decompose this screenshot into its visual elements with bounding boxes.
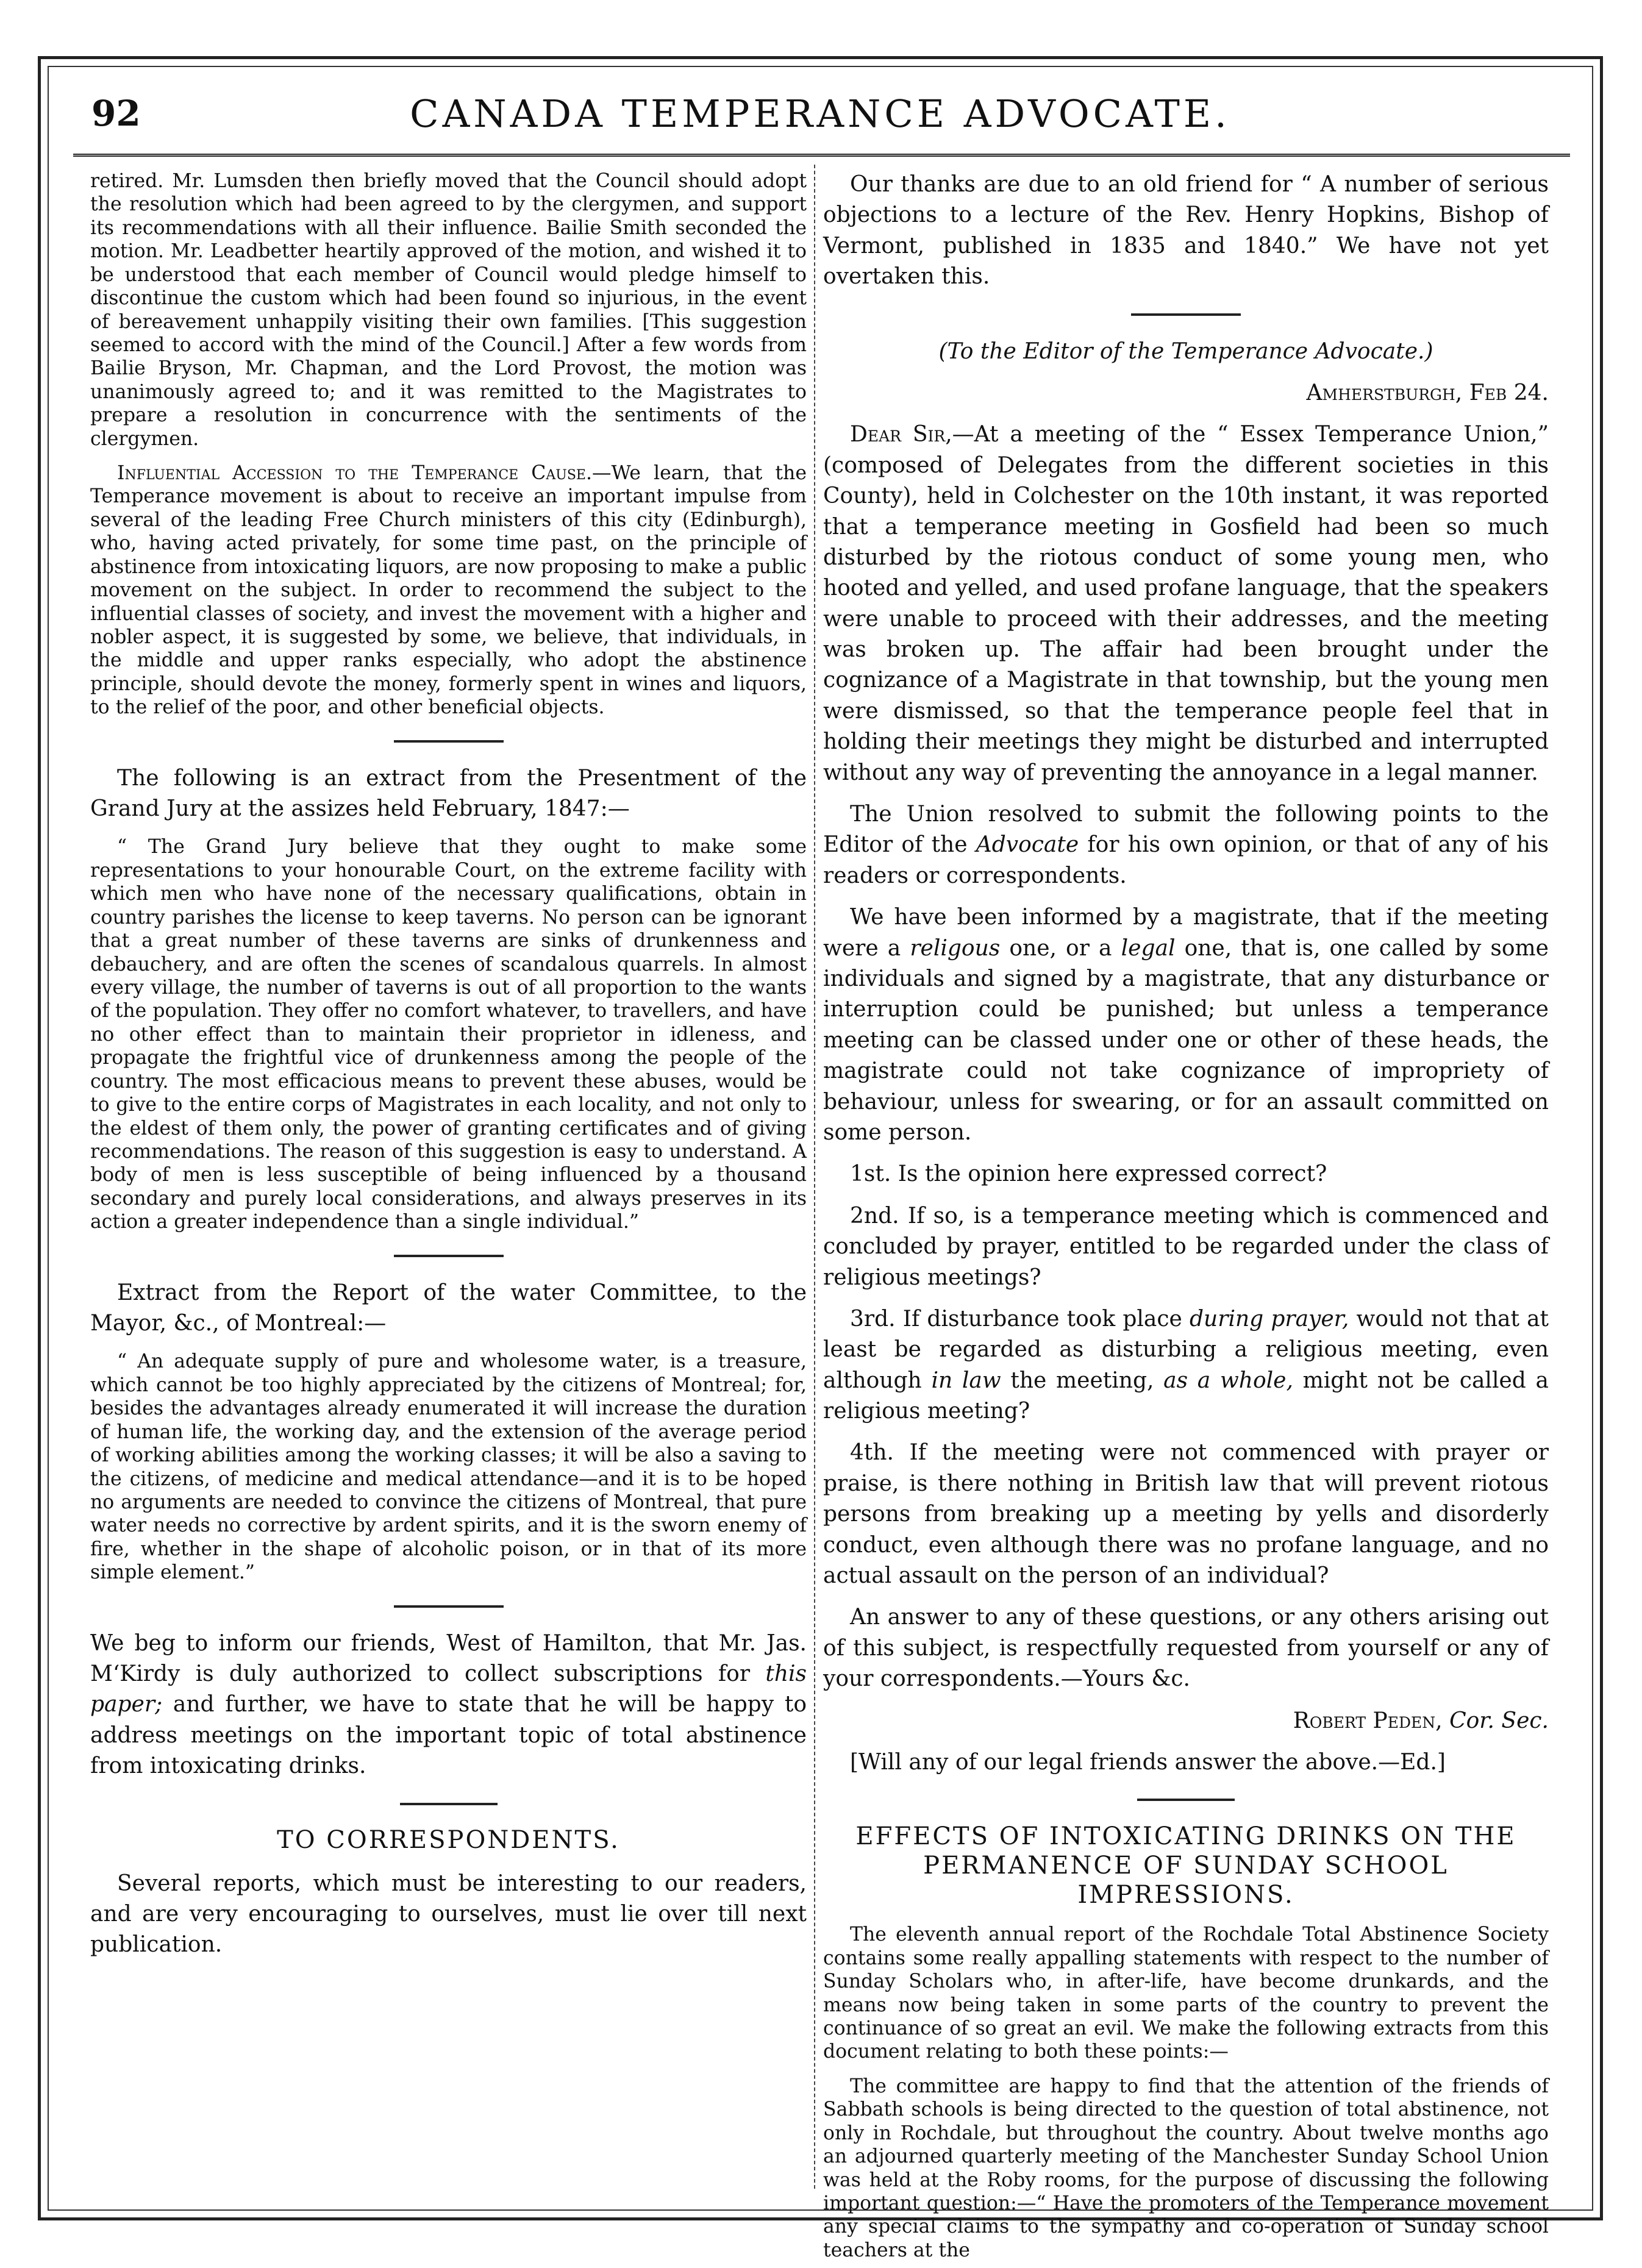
section-rule [1131, 313, 1241, 316]
influential-accession-lead: Influential Accession to the Temperance Cause. [117, 462, 592, 485]
correspondents-heading: TO CORRESPONDENTS. [277, 1825, 620, 1854]
question-4: 4th. If the meeting were not commenced with prayer or praise, is there nothing in British law that will prevent riotous persons from breaking up a meeting by yells and disorderly conduct, even although there was no profane language, and no actual assault on the person of an individual? [823, 1440, 1549, 1589]
section-rule [394, 1255, 504, 1257]
union-resolution-b: for his own opinion, or that of any of his readers or correspondents. [823, 832, 1549, 888]
agent-notice-text-a: We beg to inform our friends, West of Hamilton, that Mr. Jas. M‘Kirdy is duly authorized to collect subscriptions for [90, 1630, 807, 1687]
letter-body-text: —At a meeting of the “ Essex Temperance Union,” (composed of Delegates from the different societies in this County), held in Colchester on the 10th instant, it was reported that a temperance meeting in Gosfield had been so much disturbed by the riotous conduct of some young men, who hooted and yelled, and used profane language, that the speakers were unable to proceed with their addresses, and the meeting was broken up. The affair had been brought under the cognizance of a Magistrate in that township, but the young men were dismissed, so that the temperance people feel that in holding their meetings they might be disturbed and interrupted without any way of preventing the annoyance in a legal manner. [823, 422, 1549, 785]
signature-title: Cor. Sec. [1449, 1708, 1549, 1733]
section-rule [394, 1605, 504, 1608]
committee-paragraph: The committee are happy to find that the attention of the friends of Sabbath schools is being directed to the question of total abstinence, not only in Rochdale, but throughout the country. About twelve months ago an adjourned quarterly meeting of the Manchester Sunday School Union was held at the Roby rooms, for the purpose of discussing the following important question:—“ Have the promoters of the Temperance movement any special claims to the sympathy and co-operation of Sunday school teachers at the [823, 2075, 1549, 2261]
letter-heading: (To the Editor of the Temperance Advocate.) [938, 338, 1433, 364]
water-committee-intro: Extract from the Report of the water Committee, to the Mayor, &c., of Montreal:— [90, 1280, 807, 1336]
union-resolution [823, 799, 1549, 891]
question-3 [823, 1304, 1549, 1427]
council-paragraph: retired. Mr. Lumsden then briefly moved that the Council should adopt the resolution which had been agreed to by the clergymen, and support its recommendations with all their influence. Bailie Smith seconded the motion. Mr. Leadbetter heartily approved of the motion, and wished it to be understood that each member of Council would pledge himself to discontinue the custom which had been found so injurious, in the event of bereavement unhappily visiting their own families. [This suggestion seemed to accord with the mind of the Council.] After a few words from Bailie Bryson, Mr. Chapman, and the Lord Provost, the motion was unanimously agreed to; and it was remitted to the Magistrates to prepare a resolution in concurrence with the sentiments of the clergymen. [90, 170, 807, 450]
letter-body [823, 419, 1549, 788]
column-divider [814, 165, 815, 2189]
question-1: 1st. Is the opinion here expressed correct? [850, 1161, 1327, 1187]
rochdale-report-paragraph: The eleventh annual report of the Rochdale Total Abstinence Society contains some really appalling statements with respect to the number of Sunday Scholars who, in after-life, have become drunkards, and the means now being taken in some parts of the country to prevent the continuance of so great an evil. We make the following extracts from this document relating to both these points:— [823, 1924, 1549, 2063]
question-3-b: would not that at least be regarded as disturbing a religious meeting, even although [823, 1306, 1549, 1393]
question-3-d: might not be called a religious meeting? [823, 1368, 1549, 1424]
running-title: CANADA TEMPERANCE ADVOCATE. [410, 91, 1230, 136]
editor-note: [Will any of our legal friends answer the above.—Ed.] [850, 1749, 1446, 1775]
question-3-c: the meeting, [1001, 1368, 1164, 1393]
letter-salutation: Dear Sir, [850, 422, 952, 448]
question-3-a: 3rd. If disturbance took place [850, 1306, 1190, 1332]
union-resolution-italic: Advocate [976, 832, 1079, 858]
water-committee-quote: “ An adequate supply of pure and wholesome water, is a treasure, which cannot be too highly appreciated by the citizens of Montreal; for, besides the advantages already enumerated it will increase the duration of human life, the working day, and the extension of the average period of working abilities among the working classes; it will be also a saving to the citizens, of medicine and medical attendance—and it is to be hoped no arguments are needed to convince the citizens of Montreal, that pure water needs no corrective by ardent spirits, and it is the sworn enemy of fire, whether in the shape of alcoholic poison, or in that of its more simple element.” [90, 1350, 807, 1584]
correspondents-paragraph: Several reports, which must be interesting to our readers, and are very encouraging to ourselves, must lie over till next publication. [90, 1870, 807, 1958]
effects-heading: EFFECTS OF INTOXICATING DRINKS ON THE PERMANENCE OF SUNDAY SCHOOL IMPRESSIONS. [855, 1822, 1516, 1910]
agent-notice-italic: this paper; [90, 1661, 807, 1717]
right-column [823, 169, 1549, 2261]
grand-jury-intro: The following is an extract from the Presentment of the Grand Jury at the assizes held February, 1847:— [90, 765, 807, 822]
magistrate-a: We have been informed by a magistrate, that if the meeting were a [823, 905, 1549, 961]
magistrate-paragraph [823, 902, 1549, 1148]
left-column [90, 169, 807, 2188]
grand-jury-quote: “ The Grand Jury believe that they ought to make some representations to your honourable Court, on the extreme facility with which men who have none of the necessary qualifications, obtain in country parishes the license to keep taverns. No person can be ignorant that a great number of these taverns are sinks of drunkenness and debauchery, and are often the scenes of scandalous quarrels. In almost every village, the number of taverns is out of all proportion to the wants of the population. They offer no comfort whatever, to travellers, and have no other effect than to maintain their proprietor in idleness, and propagate the frightful vice of drunkenness among the people of the country. The most efficacious means to prevent these abuses, would be to give to the entire corps of Magistrates in each locality, and not only to the eldest of them only, the power of granting certificates and of giving recommendations. The reason of this suggestion is easy to understand. A body of men is less susceptible of being influenced by a thousand secondary and purely local considerations, and always preserves in its action a greater independence than a single individual.” [90, 836, 807, 1233]
magistrate-italic-2: legal [1121, 935, 1176, 961]
magistrate-c: one, that is, one called by some individuals and signed by a magistrate, that any disturbance or interruption could be punished; but unless a temperance meeting can be classed under one or other of these heads, the magistrate could not take cognizance of impropriety of behaviour, unless for swearing, or for an assault committed on some person. [823, 935, 1549, 1145]
question-3-italic-1: during prayer, [1190, 1306, 1349, 1332]
question-2: 2nd. If so, is a temperance meeting which is commenced and concluded by prayer, entitled to be regarded under the class of religious meetings? [823, 1203, 1549, 1290]
section-rule [1137, 1799, 1235, 1801]
header-rule [73, 154, 1570, 157]
influential-accession-body: —We learn, that the Temperance movement is about to receive an important impulse from several of the leading Free Church ministers of this city (Edinburgh), who, having acted privately, for some time past, on the principle of abstinence from intoxicating liquors, are now proposing to make a public movement on the subject. In order to recommend the subject to the influential classes of society, and invest the movement with a higher and nobler aspect, it is suggested by some, we believe, that individuals, in the middle and upper ranks especially, who adopt the abstinence principle, should devote the money, formerly spent in wines and liquors, to the relief of the poor, and other beneficial objects. [90, 462, 807, 719]
question-3-italic-2: in law [931, 1368, 1001, 1393]
section-rule [400, 1803, 498, 1805]
section-rule [394, 740, 504, 743]
page-header [79, 79, 1561, 140]
union-resolution-a: The Union resolved to submit the following points to the Editor of the [823, 802, 1549, 858]
question-3-italic-3: as a whole, [1163, 1368, 1293, 1393]
magistrate-italic-1: religous [910, 935, 1001, 961]
magistrate-b: one, or a [1000, 935, 1121, 961]
signature-line [823, 1706, 1549, 1736]
agent-notice-text-b: and further, we have to state that he will be happy to address meetings on the important topic of total abstinence from intoxicating drinks. [90, 1692, 807, 1779]
thanks-paragraph: Our thanks are due to an old friend for “ A number of serious objections to a lecture of the Rev. Henry Hopkins, Bishop of Vermont, published in 1835 and 1840.” We have not yet overtaken this. [823, 172, 1549, 290]
request-paragraph: An answer to any of these questions, or any others arising out of this subject, is respectfully requested from yourself or any of your correspondents.—Yours &c. [823, 1605, 1549, 1692]
agent-notice [90, 1628, 807, 1782]
page-number: 92 [91, 93, 141, 134]
influential-accession-paragraph [90, 462, 807, 719]
signature-name: Robert Peden, [1293, 1708, 1450, 1733]
letter-dateline: Amherstburgh, Feb 24. [1306, 380, 1549, 405]
